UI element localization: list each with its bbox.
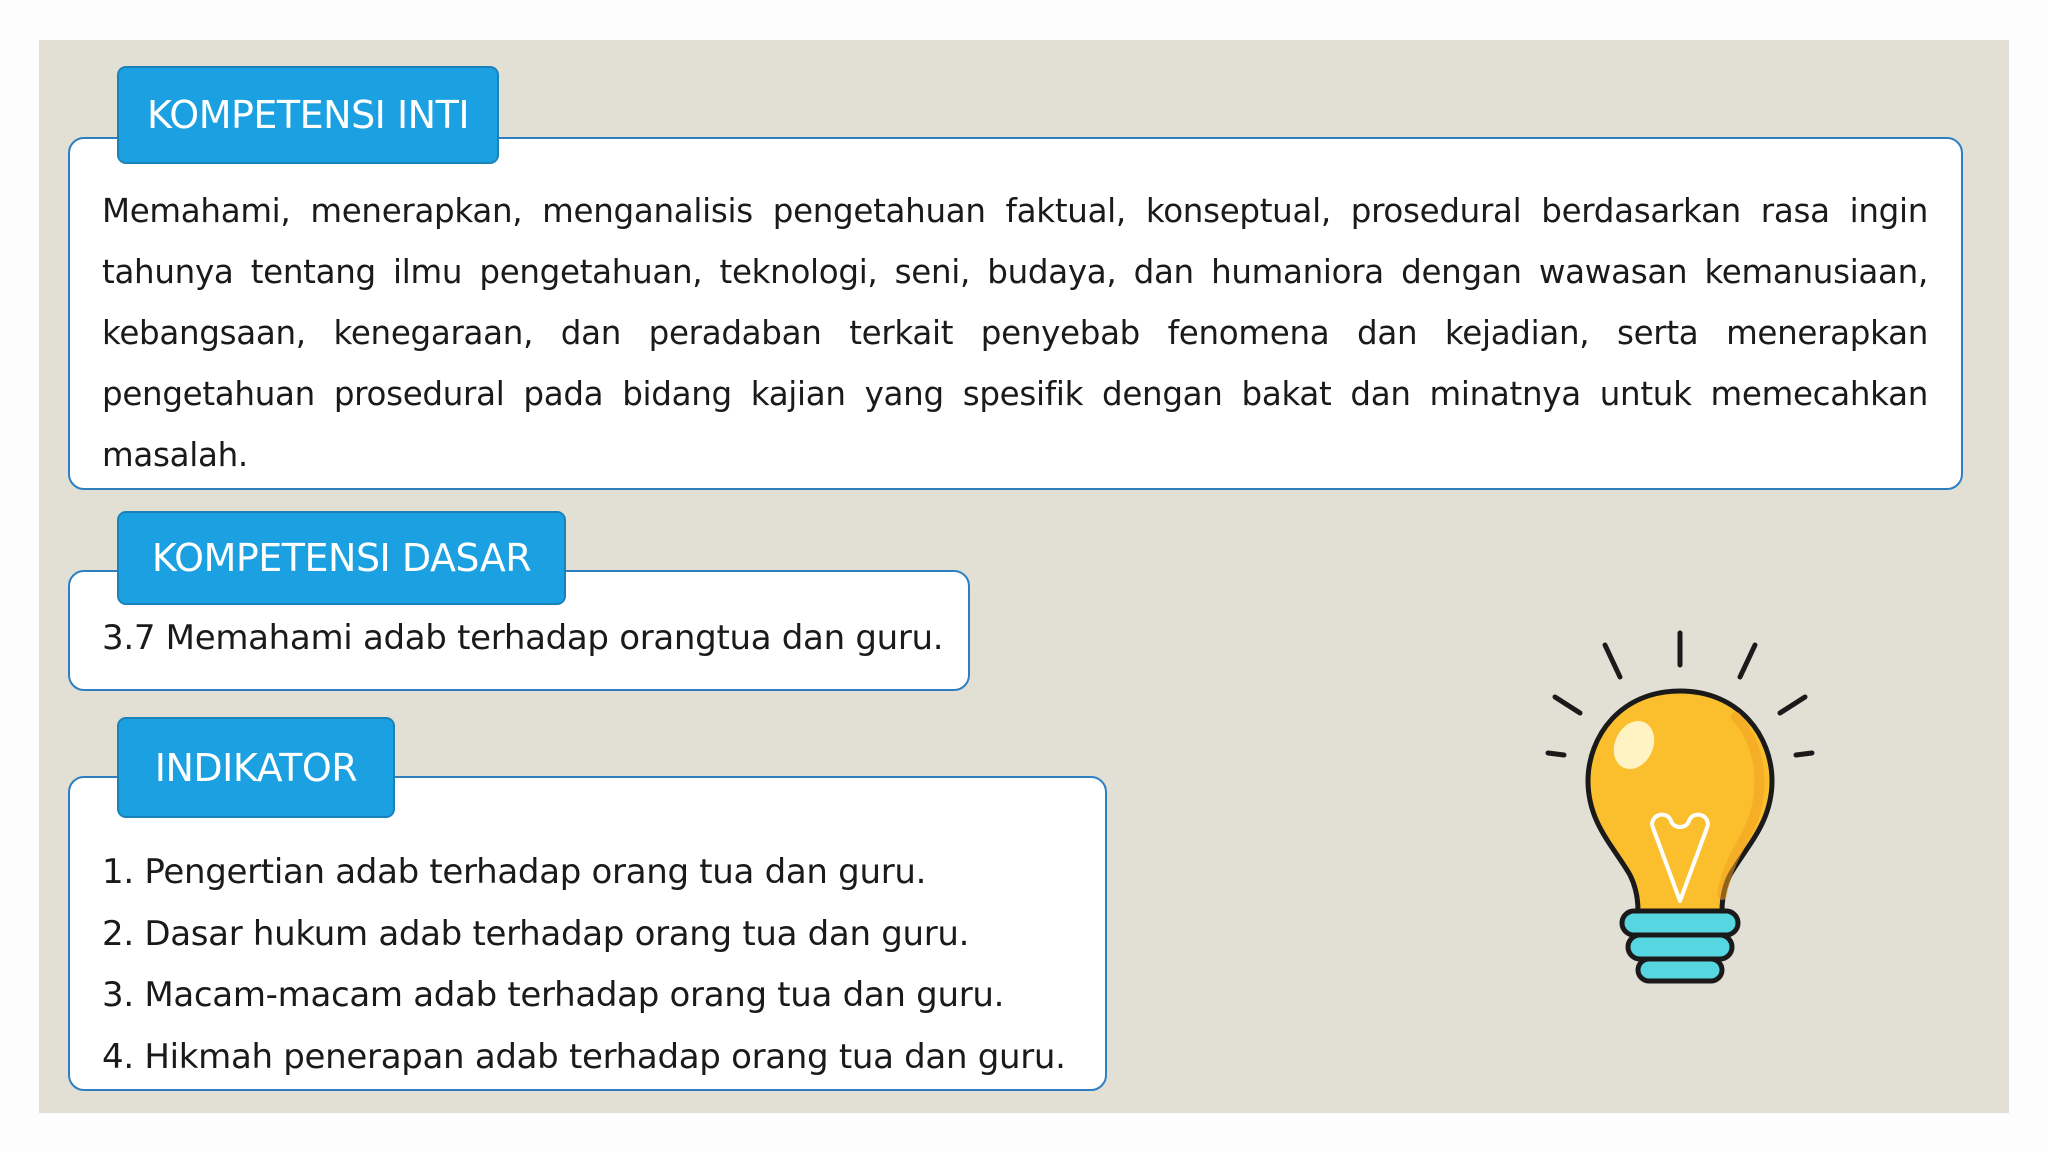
indikator-list	[102, 842, 1066, 1088]
kompetensi-dasar-text: 3.7 Memahami adab terhadap orangtua dan guru.	[102, 618, 944, 658]
list-item: 3. Macam-macam adab terhadap orang tua dan guru.	[102, 975, 1005, 1015]
kompetensi-inti-tab: KOMPETENSI INTI	[117, 66, 499, 164]
lightbulb-icon	[1530, 625, 1830, 1005]
list-item: 2. Dasar hukum adab terhadap orang tua dan guru.	[102, 913, 970, 954]
indikator-card	[68, 776, 1107, 1091]
indikator-tab: INDIKATOR	[117, 717, 395, 818]
kompetensi-dasar-tab: KOMPETENSI DASAR	[117, 511, 566, 605]
list-item: 4. Hikmah penerapan adab terhadap orang tua dan guru.	[102, 1036, 1066, 1077]
kompetensi-inti-text: Memahami, menerapkan, menganalisis pengetahuan faktual, konseptual, prosedural berdasarkan rasa ingin tahunya tentang ilmu pengetahuan, teknologi, seni, budaya, dan humaniora dengan wawasan kemanusiaan, kebangsaan, kenegaraan, dan peradaban terkait penyebab fenomena dan kejadian, serta menerapkan pengetahuan prosedural pada bidang kajian yang spesifik dengan bakat dan minatnya untuk memecahkan masalah.	[102, 192, 1928, 474]
kompetensi-inti-card	[68, 137, 1963, 490]
list-item: 1. Pengertian adab terhadap orang tua dan guru.	[102, 852, 927, 892]
